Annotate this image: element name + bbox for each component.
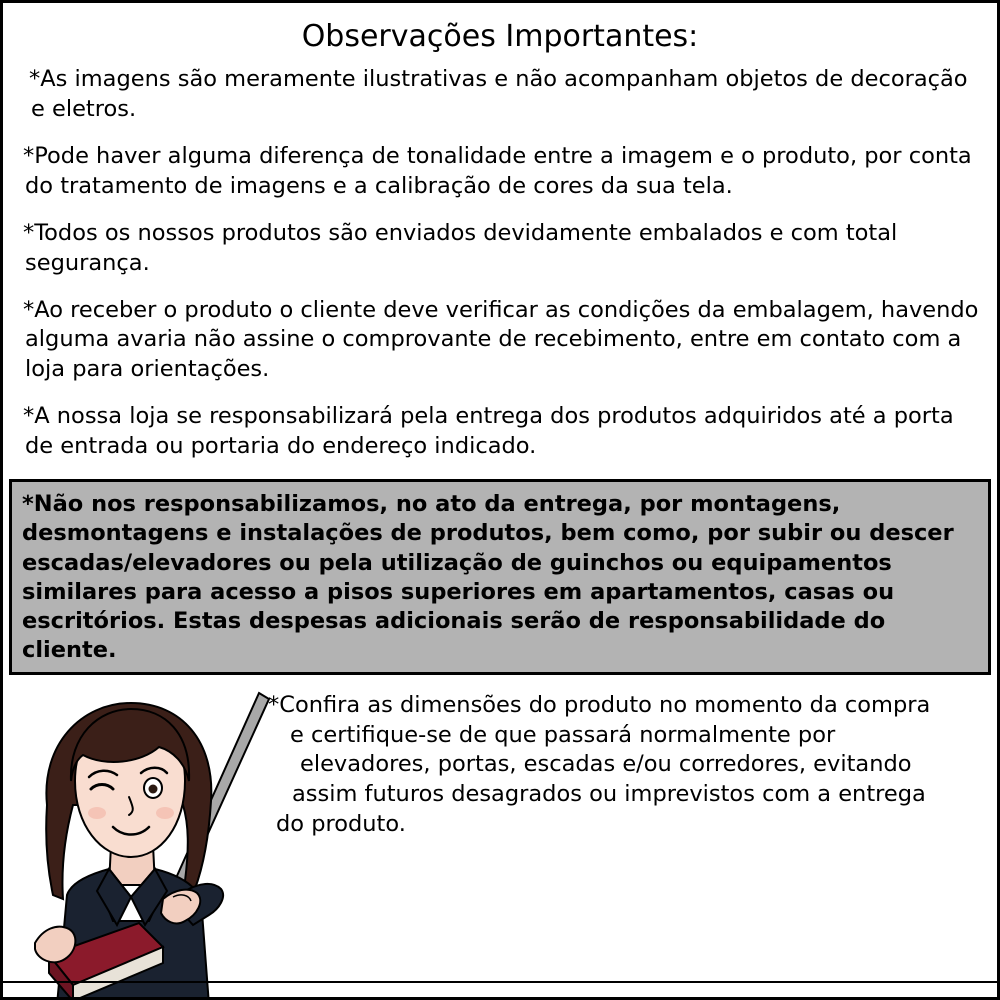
footer-note-line: e certifique-se de que passará normalmente por	[290, 721, 836, 748]
footer-note-line: *Confira as dimensões do produto no momento da compra	[268, 691, 931, 718]
note-item: *A nossa loja se responsabilizará pela entrega dos produtos adquiridos até a porta de entrada ou portaria do endereço indicado.	[23, 403, 954, 460]
footer-section	[3, 685, 997, 995]
footer-note-line: assim futuros desagrados ou imprevistos com a entrega	[292, 781, 926, 808]
highlight-disclaimer-text: *Não nos responsabilizamos, no ato da entrega, por montagens, desmontagens e instalações de produtos, bem como, por subir ou descer escadas/elevadores ou pela utilização de guinchos ou equipamentos similares para acesso a pisos superiores em apartamentos, casas ou escritórios. Estas despesas adicionais serão de responsabilidade do cliente.	[22, 491, 954, 664]
note-item: *As imagens são meramente ilustrativas e não acompanham objetos de decoração e eletros.	[29, 66, 968, 122]
note-item: *Todos os nossos produtos são enviados devidamente embalados e com total segurança.	[23, 219, 898, 276]
note-item: *Pode haver alguma diferença de tonalidade entre a imagem e o produto, por conta do tratamento de imagens e a calibração de cores da sua tela.	[23, 142, 972, 199]
footer-note	[268, 691, 988, 841]
highlight-disclaimer-box	[9, 479, 991, 675]
footer-note-line: do produto.	[276, 811, 406, 838]
footer-note-line: elevadores, portas, escadas e/ou corredores, evitando	[300, 751, 912, 778]
page-title: Observações Importantes:	[301, 19, 699, 54]
notes-section	[3, 65, 997, 462]
note-item: *Ao receber o produto o cliente deve verificar as condições da embalagem, havendo alguma avaria não assine o comprovante de recebimento, entre em contato com a loja para orientações.	[23, 296, 979, 383]
bottom-divider	[3, 981, 997, 983]
